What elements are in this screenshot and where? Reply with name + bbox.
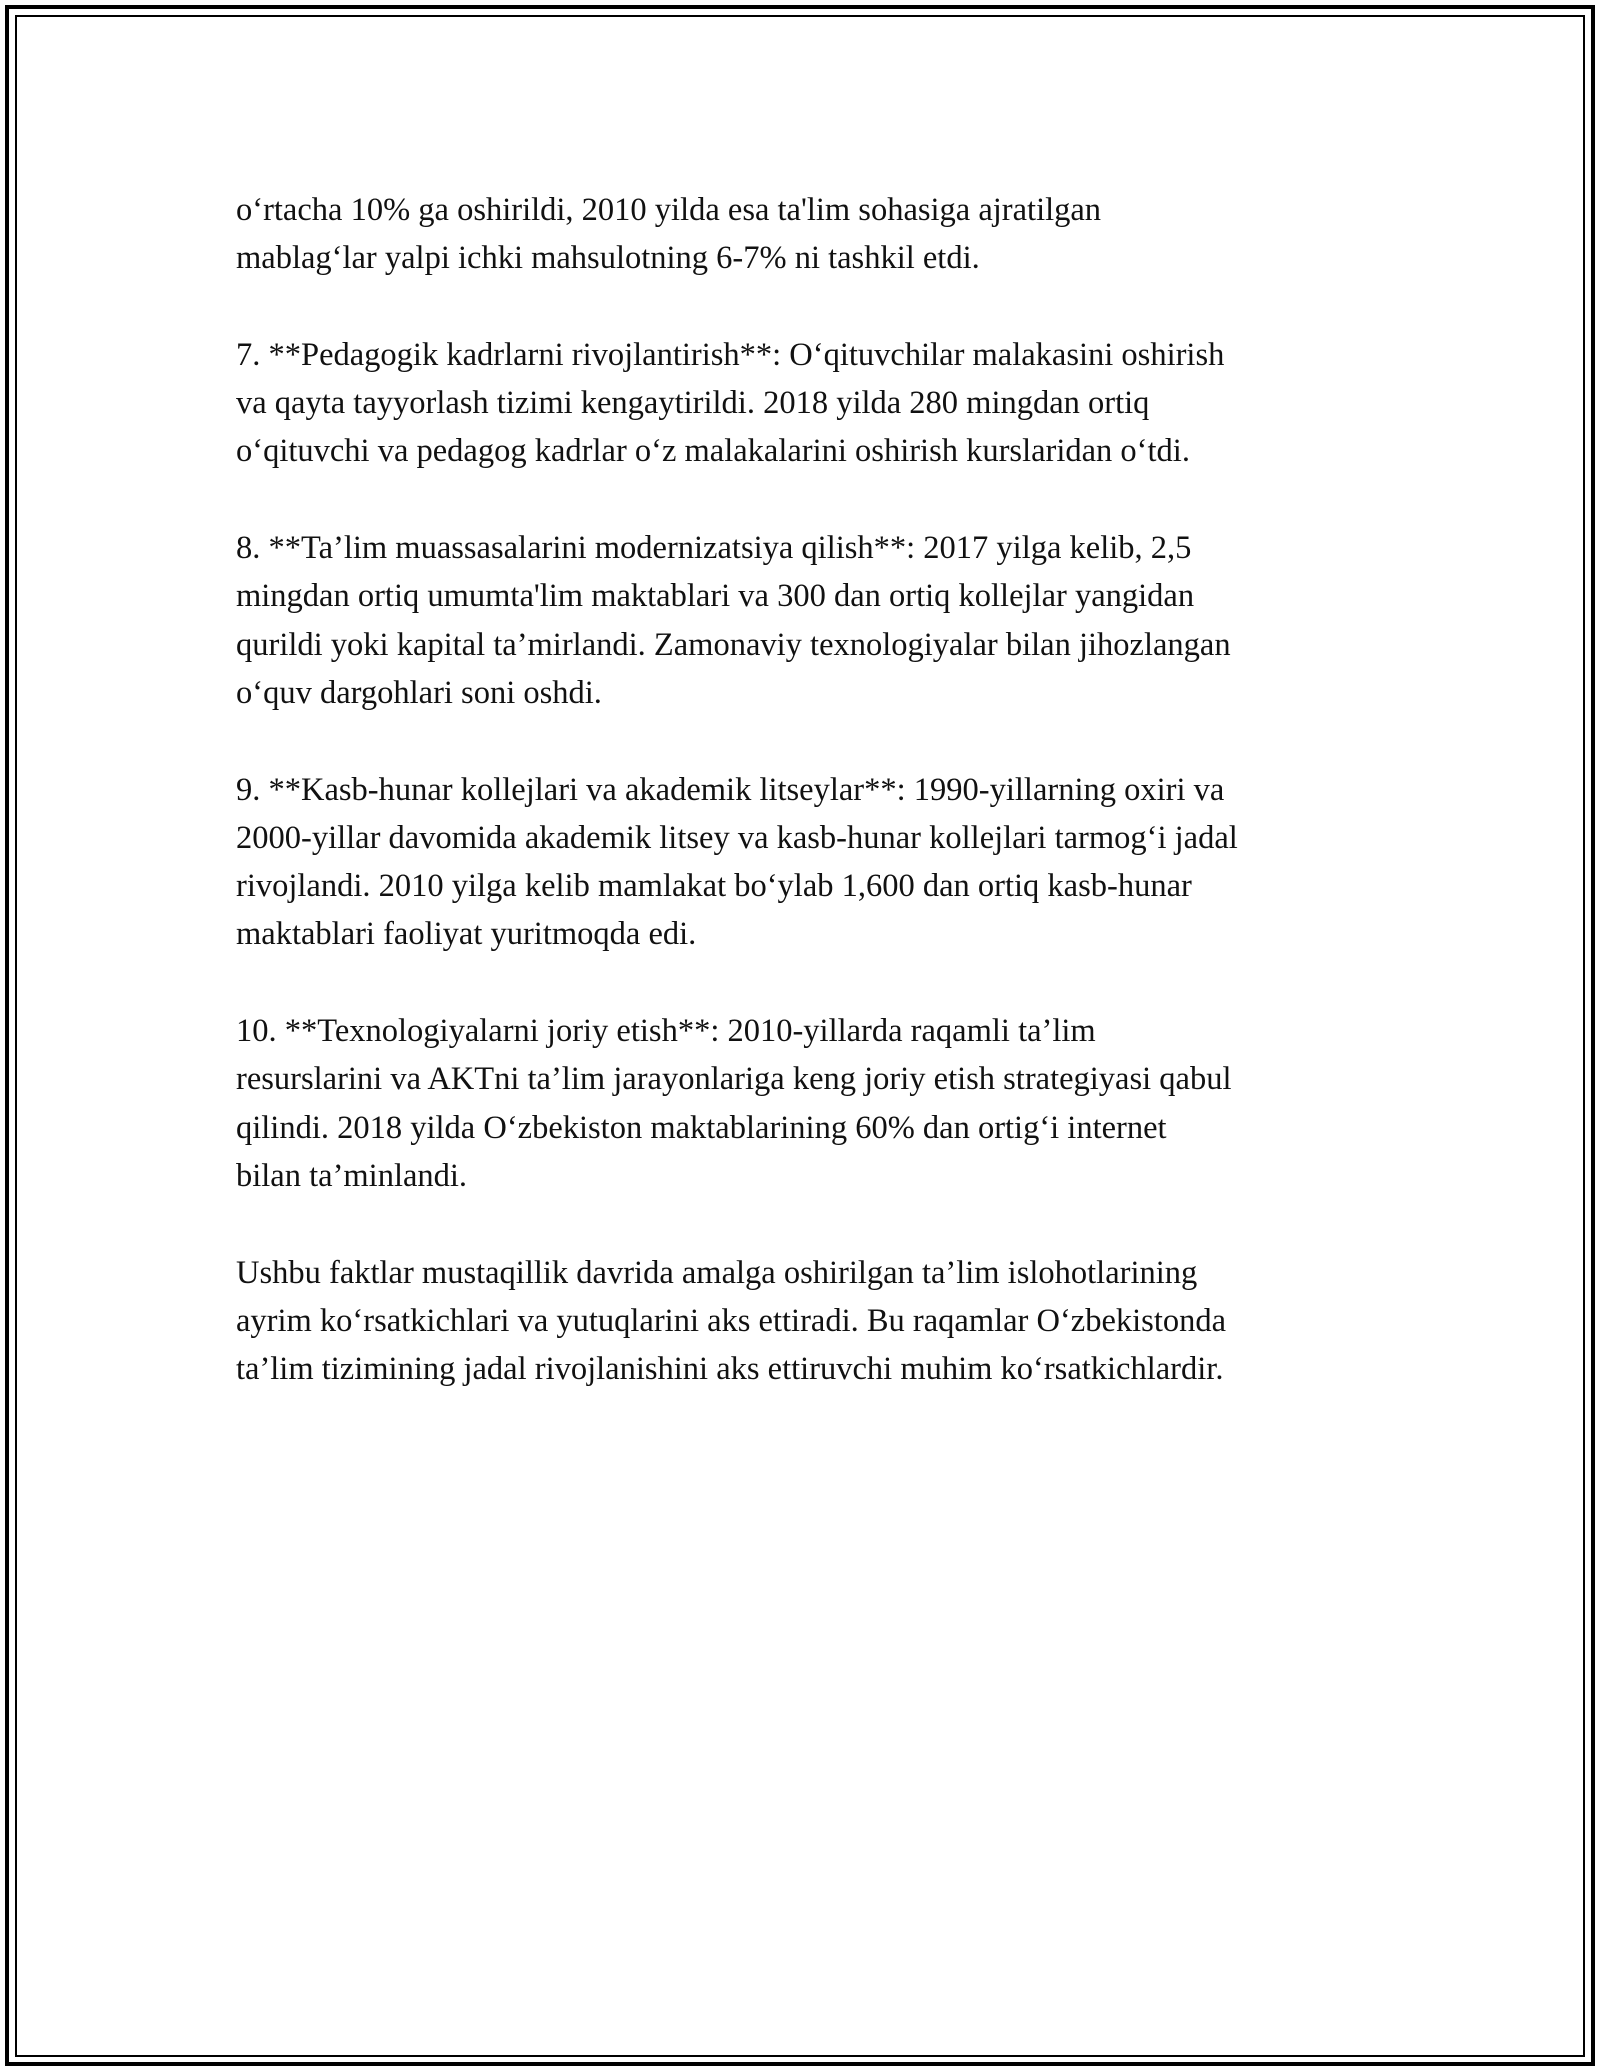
paragraph-funding-continuation: o‘rtacha 10% ga oshirildi, 2010 yilda esa ta'lim sohasiga ajratilgan mablag‘lar yalpi ichki mahsulotning 6-7% ni tashkil etdi. (236, 192, 1102, 277)
paragraph-item-7-teacher-training: 7. **Pedagogik kadrlarni rivojlantirish**: O‘qituvchilar malakasini oshirish va qayta tayyorlash tizimi kengaytirildi. 2018 yilda 280 mingdan ortiq o‘qituvchi va pedagog kadrlar o‘z malakalarini oshirish kurslaridan o‘tdi. (236, 336, 1225, 470)
paragraph-conclusion: Ushbu faktlar mustaqillik davrida amalga oshirilgan ta’lim islohotlarining ayrim ko‘rsatkichlari va yutuqlarini aks ettiradi. Bu raqamlar O‘zbekistonda ta’lim tizimining jadal rivojlanishini aks ettiruvchi muhim ko‘rsatkichlardir. (236, 1254, 1227, 1388)
paragraph-item-8-modernization: 8. **Ta’lim muassasalarini modernizatsiya qilish**: 2017 yilga kelib, 2,5 mingdan ortiq umumta'lim maktablari va 300 dan ortiq kollejlar yangidan qurildi yoki kapital ta’mirlandi. Zamonaviy texnologiyalar bilan jihozlangan o‘quv dargohlari soni oshdi. (236, 530, 1231, 711)
paragraph-item-10-technology: 10. **Texnologiyalarni joriy etish**: 2010-yillarda raqamli ta’lim resurslarini va AKTni ta’lim jarayonlariga keng joriy etish strategiyasi qabul qilindi. 2018 yilda O‘zbekiston maktablarining 60% dan ortig‘i internet bilan ta’minlandi. (236, 1013, 1232, 1194)
document-body (236, 186, 1386, 1442)
paragraph-item-9-vocational-colleges: 9. **Kasb-hunar kollejlari va akademik litseylar**: 1990-yillarning oxiri va 2000-yillar davomida akademik litsey va kasb-hunar kollejlari tarmog‘i jadal rivojlandi. 2010 yilga kelib mamlakat bo‘ylab 1,600 dan ortiq kasb-hunar maktablari faoliyat yuritmoqda edi. (236, 771, 1238, 953)
